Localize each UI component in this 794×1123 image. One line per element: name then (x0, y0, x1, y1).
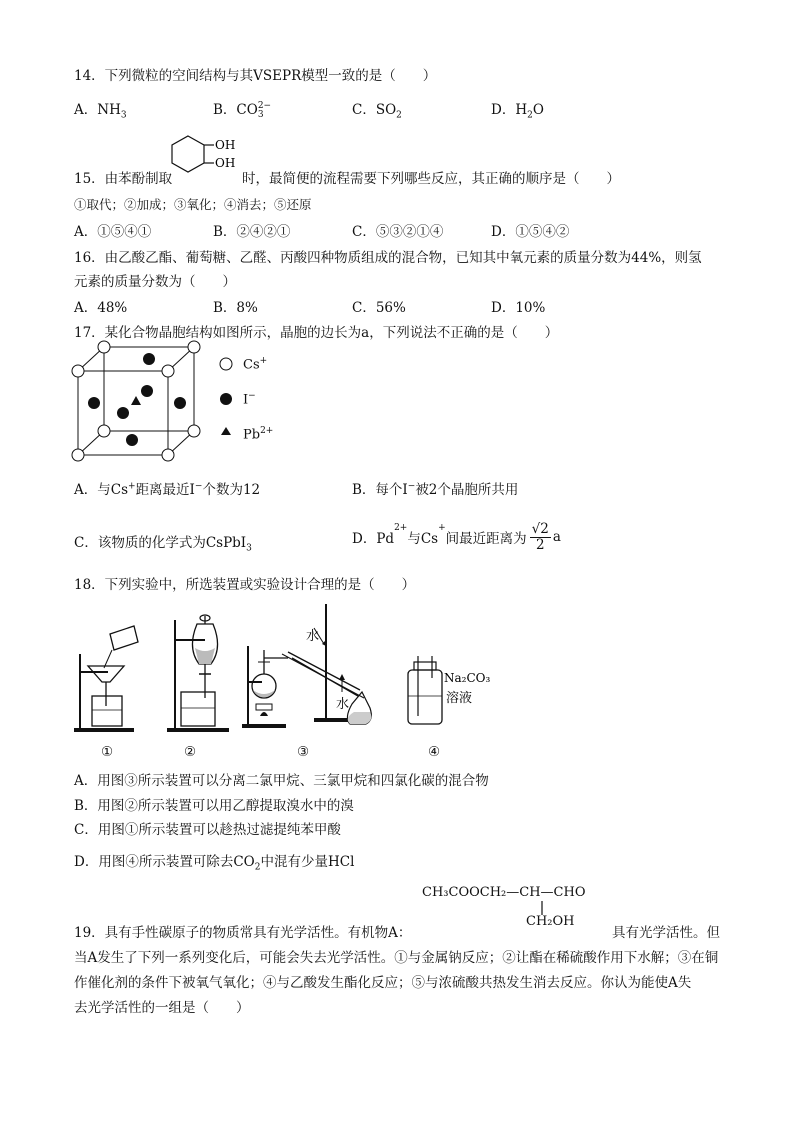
q16-option-b: B．8% (213, 300, 258, 316)
solution-label: 溶液 (446, 691, 473, 706)
q16-line1: 16．由乙酸乙酯、葡萄糖、乙醛、丙酸四种物质组成的混合物，已知其中氧元素的质量分数为44%，则氢 (74, 250, 702, 266)
structure-main-chain: CH₃COOCH₂—CH—CHO (422, 885, 586, 900)
q15-prefix: 15．由苯酚制取 (74, 171, 173, 187)
legend-i-label: I− (243, 391, 256, 408)
cs-atom (188, 341, 200, 353)
apparatus-filtration (72, 606, 152, 736)
q16-option-c: C．56% (352, 300, 406, 316)
legend-cs-label: Cs+ (243, 356, 268, 373)
iodide-atom (117, 407, 129, 419)
figure-label-2: ② (184, 744, 197, 760)
water-inlet-label: 水 (306, 629, 320, 644)
q17-option-d: D．Pd $^{2+}$ 与Cs + 间最近距离为 $\frac{√2}{2}$ a (352, 520, 561, 553)
oh-label-bottom: OH (215, 156, 236, 170)
q14-option-d: D．$H_2O$ (491, 102, 544, 121)
iodide-atom (174, 397, 186, 409)
q14-option-b: B．CO 2− 3 (213, 100, 272, 120)
q19-line1-pre: 19．具有手性碳原子的物质常具有光学活性。有机物A： (74, 925, 412, 941)
cs-atom (98, 425, 110, 437)
cs-atom (188, 425, 200, 437)
q19-line4: 去光学活性的一组是（ ） (74, 1000, 250, 1016)
iodide-atom (143, 353, 155, 365)
cs-atom (72, 449, 84, 461)
cs-atom (98, 341, 110, 353)
q15-option-b: B．②④②① (213, 224, 291, 240)
figure-label-3: ③ (297, 744, 310, 760)
fraction-denominator: 2 (535, 536, 545, 553)
lead-legend-icon (221, 427, 231, 435)
figure-label-4: ④ (428, 744, 441, 760)
q18-option-b: B．用图②所示装置可以用乙醇提取溴水中的溴 (74, 798, 354, 814)
structure-branch-bond (540, 901, 544, 915)
q14-stem: 14．下列微粒的空间结构与其VSEPR模型一致的是（ ） (74, 68, 437, 84)
q18-option-a: A．用图③所示装置可以分离二氯甲烷、三氯甲烷和四氯化碳的混合物 (74, 773, 489, 789)
q18-option-d: D．用图④所示装置可除去$CO_2$中混有少量HCl (74, 854, 355, 873)
apparatus-gas-washing-bottle (402, 652, 502, 732)
q17-option-b: B．每个I−被2个晶胞所共用 (352, 481, 519, 498)
q14-option-a: A．$NH_3$ (74, 102, 127, 121)
iodide-atom (141, 385, 153, 397)
q16-line2: 元素的质量分数为（ ） (74, 274, 236, 290)
figure-label-1: ① (101, 744, 114, 760)
cyclohexanediol-structure (168, 132, 248, 182)
iodide-atom (88, 397, 100, 409)
cs-atom (162, 449, 174, 461)
water-outlet-label: 水 (336, 697, 350, 712)
q17-option-c: C．该物质的化学式为CsPbI$_3$ (74, 535, 252, 554)
q18-option-c: C．用图①所示装置可以趁热过滤提纯苯甲酸 (74, 822, 341, 838)
iodide-atom (126, 434, 138, 446)
iodide-legend-icon (220, 393, 232, 405)
q19-line1-post: 具有光学活性。但 (612, 925, 720, 941)
legend-pb-label: $Pb^{2+}$ (243, 426, 274, 443)
apparatus-separatory-funnel (165, 612, 235, 736)
q15-suffix: 时，最简便的流程需要下列哪些反应，其正确的顺序是（ ） (242, 171, 620, 187)
q14-option-c: C．$SO_2$ (352, 102, 402, 121)
q17-stem: 17．某化合物晶胞结构如图所示，晶胞的边长为a，下列说法不正确的是（ ） (74, 325, 559, 341)
q16-option-a: A．48% (74, 300, 128, 316)
q18-stem: 18．下列实验中，所选装置或实验设计合理的是（ ） (74, 577, 416, 593)
structure-branch: CH₂OH (526, 914, 575, 929)
cs-atom (162, 365, 174, 377)
q16-option-d: D．10% (491, 300, 546, 316)
q15-option-d: D．①⑤④② (491, 224, 570, 240)
q15-option-a: A．①⑤④① (74, 224, 152, 240)
cs-legend-icon (220, 358, 232, 370)
apparatus-distillation (238, 600, 388, 736)
na2co3-label: Na₂CO₃ (444, 671, 491, 685)
cs-atom (72, 365, 84, 377)
lead-atom (131, 396, 141, 405)
fraction-numerator: √2 (531, 520, 549, 537)
oh-label-top: OH (215, 138, 236, 152)
q19-line2: 当A发生了下列一系列变化后，可能会失去光学活性。①与金属钠反应；②让酯在稀硫酸作用下水解；③在铜 (74, 950, 719, 966)
q15-option-c: C．⑤③②①④ (352, 224, 444, 240)
q17-option-a: A．与Cs+距离最近I−个数为12 (74, 481, 261, 498)
q15-steps: ①取代；②加成；③氧化；④消去；⑤还原 (74, 197, 312, 212)
q19-line3: 作催化剂的条件下被氧气氧化；④与乙酸发生酯化反应；⑤与浓硫酸共热发生消去反应。你认为能使A失 (74, 975, 692, 991)
